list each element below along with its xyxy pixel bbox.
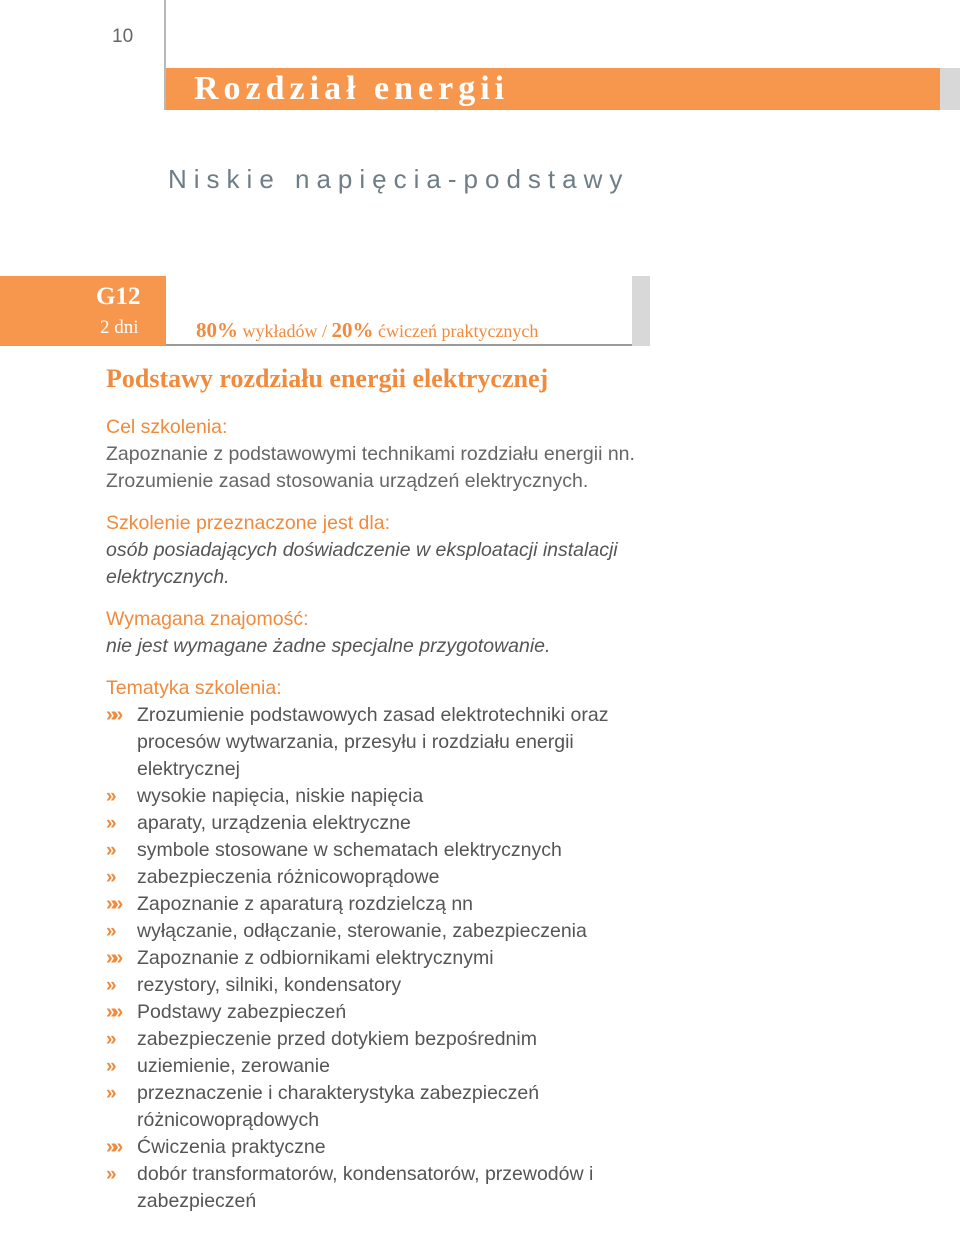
goal-label: Cel szkolenia: bbox=[106, 416, 228, 438]
goal-section bbox=[106, 414, 666, 495]
topic-heading bbox=[106, 702, 666, 783]
topic-item bbox=[106, 972, 666, 999]
header-grey-block bbox=[632, 276, 650, 346]
double-chevron-icon: »» bbox=[106, 704, 119, 726]
topic-text: rezystory, silniki, kondensatory bbox=[137, 974, 402, 996]
chevron-icon: » bbox=[106, 840, 114, 861]
topic-text: symbole stosowane w schematach elektrycznych bbox=[137, 839, 562, 861]
topic-text: uziemienie, zerowanie bbox=[137, 1055, 330, 1077]
header-rule bbox=[166, 344, 632, 346]
chevron-icon: » bbox=[106, 813, 114, 834]
topic-heading bbox=[106, 999, 666, 1026]
topic-item bbox=[106, 837, 666, 864]
topic-item bbox=[106, 1053, 666, 1080]
chevron-icon: » bbox=[106, 975, 114, 996]
course-duration: 2 dni bbox=[100, 317, 139, 338]
double-chevron-icon: »» bbox=[106, 1001, 119, 1023]
course-ratio bbox=[196, 318, 538, 343]
topics-section bbox=[106, 675, 666, 1215]
practice-percent: 20% bbox=[331, 318, 374, 342]
course-code-box bbox=[0, 276, 166, 346]
topics-label: Tematyka szkolenia: bbox=[106, 677, 282, 699]
topic-item bbox=[106, 810, 666, 837]
chevron-icon: » bbox=[106, 1164, 114, 1185]
audience-label: Szkolenie przeznaczone jest dla: bbox=[106, 512, 390, 534]
topic-text: zabezpieczenia różnicowoprądowe bbox=[137, 866, 440, 888]
section-subtitle: Niskie napięcia-podstawy bbox=[168, 164, 630, 194]
topic-text: dobór transformatorów, kondensatorów, przewodów i zabezpieczeń bbox=[137, 1163, 594, 1212]
topic-text: wyłączanie, odłączanie, sterowanie, zabezpieczenia bbox=[137, 920, 587, 942]
topic-text: Zapoznanie z aparaturą rozdzielczą nn bbox=[137, 893, 474, 915]
topic-text: Zrozumienie podstawowych zasad elektrotechniki oraz procesów wytwarzania, przesyłu i rozdziału energii elektrycznej bbox=[137, 704, 609, 780]
required-section bbox=[106, 606, 666, 660]
topic-item bbox=[106, 918, 666, 945]
chevron-icon: » bbox=[106, 1056, 114, 1077]
goal-text: Zapoznanie z podstawowymi technikami rozdziału energii nn. Zrozumienie zasad stosowania urządzeń elektrycznych. bbox=[106, 443, 635, 492]
practice-label: ćwiczeń praktycznych bbox=[378, 321, 539, 341]
required-text: nie jest wymagane żadne specjalne przygotowanie. bbox=[106, 635, 551, 657]
topic-heading bbox=[106, 945, 666, 972]
topic-text: aparaty, urządzenia elektryczne bbox=[137, 812, 411, 834]
topic-item bbox=[106, 864, 666, 891]
topic-text: przeznaczenie i charakterystyka zabezpieczeń różnicowoprądowych bbox=[137, 1082, 540, 1131]
topic-text: Podstawy zabezpieczeń bbox=[137, 1001, 347, 1023]
chapter-title: Rozdział energii bbox=[194, 70, 510, 107]
topic-heading bbox=[106, 891, 666, 918]
double-chevron-icon: »» bbox=[106, 1136, 119, 1158]
topic-text: Ćwiczenia praktyczne bbox=[137, 1136, 326, 1158]
chevron-icon: » bbox=[106, 867, 114, 888]
chapter-banner-end bbox=[940, 68, 960, 110]
topic-item bbox=[106, 1161, 666, 1215]
page-number: 10 bbox=[112, 26, 134, 47]
chevron-icon: » bbox=[106, 921, 114, 942]
topic-item bbox=[106, 1026, 666, 1053]
course-title: Podstawy rozdziału energii elektrycznej bbox=[106, 364, 549, 393]
course-code: G12 bbox=[96, 283, 141, 310]
chevron-icon: » bbox=[106, 786, 114, 807]
course-description bbox=[106, 414, 666, 1215]
topic-text: Zapoznanie z odbiornikami elektrycznymi bbox=[137, 947, 494, 969]
topic-item bbox=[106, 783, 666, 810]
chevron-icon: » bbox=[106, 1029, 114, 1050]
chevron-icon: » bbox=[106, 1083, 114, 1104]
audience-section bbox=[106, 510, 666, 591]
topics-list bbox=[106, 702, 666, 1215]
ratio-separator: / bbox=[322, 321, 328, 341]
topic-heading bbox=[106, 1134, 666, 1161]
topic-text: zabezpieczenie przed dotykiem bezpośrednim bbox=[137, 1028, 537, 1050]
lecture-percent: 80% bbox=[196, 318, 238, 342]
topic-item bbox=[106, 1080, 666, 1134]
double-chevron-icon: »» bbox=[106, 947, 119, 969]
audience-text: osób posiadających doświadczenie w eksploatacji instalacji elektrycznych. bbox=[106, 539, 618, 588]
double-chevron-icon: »» bbox=[106, 893, 119, 915]
lecture-label: wykładów bbox=[242, 321, 318, 341]
topic-text: wysokie napięcia, niskie napięcia bbox=[137, 785, 424, 807]
required-label: Wymagana znajomość: bbox=[106, 608, 309, 630]
